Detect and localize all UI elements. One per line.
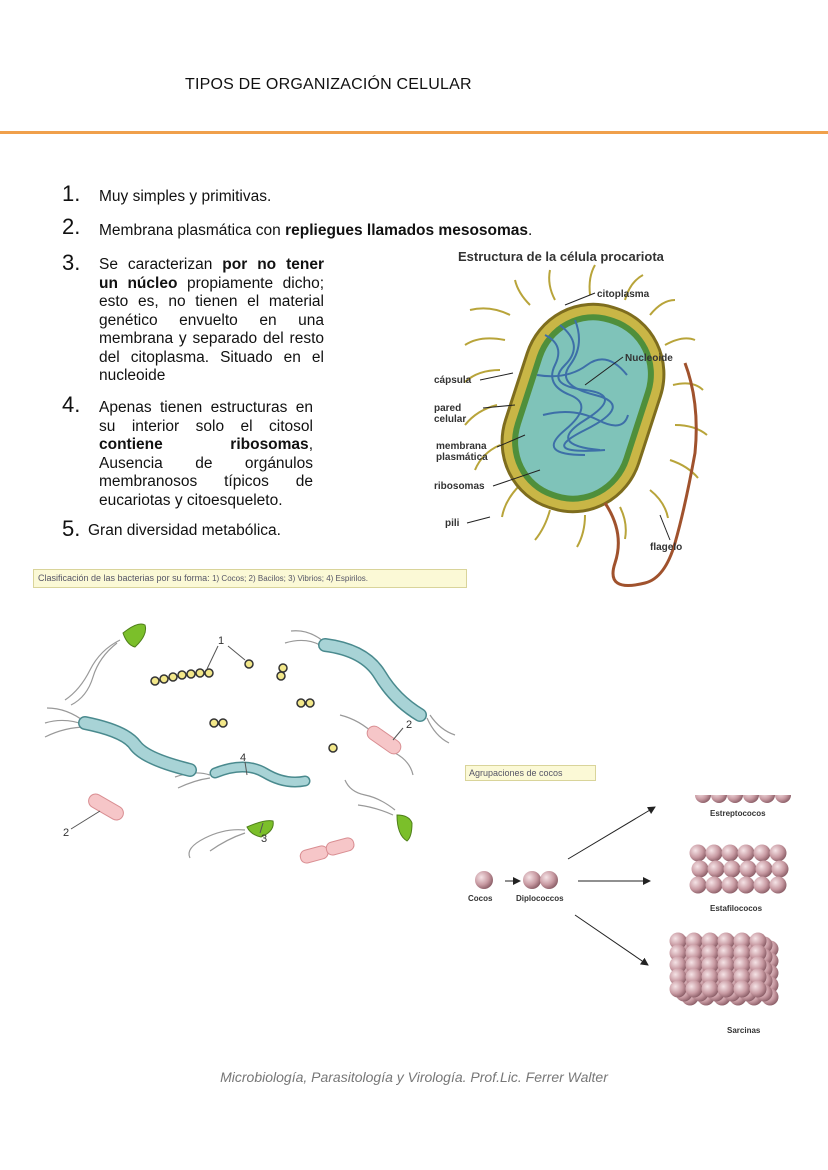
page-footer: Microbiología, Parasitología y Virología. Prof.Lic. Ferrer Walter [220, 1069, 608, 1085]
label-cell-wall: pared celular [434, 403, 467, 425]
header-rule [0, 131, 828, 134]
list-item-3-text-b: propiamente dicho; esto es, no tienen el material genético envuelto en una membrana y separado del resto del citoplasma. Situado en el nucleoide [99, 274, 324, 384]
spirillum-2 [325, 645, 420, 715]
label-ribosomes: ribosomas [434, 481, 485, 492]
staphylococcus [772, 861, 789, 878]
list-number-3: 3. [62, 250, 81, 275]
list-number-5: 5. [62, 516, 81, 541]
sarcina-coccus [702, 981, 719, 998]
coccus [475, 871, 493, 889]
staphylococcus [722, 877, 739, 894]
label-cytoplasm: citoplasma [597, 289, 650, 300]
label-nucleoid: Nucleoide [625, 353, 673, 364]
list-item-4-text-b: , Ausencia de orgánulos membranosos típicos de eucariotas y citoesqueleto. [99, 436, 313, 509]
list-item-2 [99, 222, 579, 241]
bacillus-1 [364, 723, 403, 756]
cocci [151, 660, 337, 752]
label-flagellum: flagelo [650, 542, 683, 553]
staphylococcus [708, 861, 725, 878]
streptococcus [759, 795, 775, 803]
label-sarcinae: Sarcinas [727, 1026, 761, 1035]
bacillus-2 [86, 791, 126, 822]
streptococcus [727, 795, 743, 803]
bacteria-shapes-caption-title: Clasificación de las bacterias por su forma: [38, 573, 210, 583]
shape-number-1: 1 [218, 635, 225, 647]
staphylococcus [724, 861, 741, 878]
streptococcus [695, 795, 711, 803]
list-item-5 [88, 522, 388, 541]
staphylococcus [770, 845, 787, 862]
bacillus-4 [325, 837, 355, 857]
staphylococcus [754, 877, 771, 894]
coccus-groups-caption: Agrupaciones de cocos [465, 765, 596, 781]
bacteria-shapes-figure [35, 615, 465, 875]
list-item-3 [99, 256, 324, 386]
list-item-2-text-b: . [528, 222, 533, 239]
coccus-groups-figure [465, 795, 805, 1045]
bacteria-shapes-caption-items: 1) Cocos; 2) Bacilos; 3) Vibrios; 4) Espirilos. [212, 574, 368, 583]
list-item-1 [99, 188, 429, 207]
staphylococcus [770, 877, 787, 894]
label-staphylococci: Estafilococos [710, 904, 763, 913]
list-item-3-text-a: Se caracterizan [99, 256, 223, 273]
staphylococcus [690, 845, 707, 862]
staphylococcus [706, 877, 723, 894]
vibrio-3 [397, 815, 412, 841]
staphylococcus [738, 845, 755, 862]
shape-number-2a: 2 [406, 719, 413, 731]
label-capsule: cápsula [434, 375, 472, 386]
prokaryote-figure-title: Estructura de la célula procariota [458, 249, 664, 264]
sarcina-coccus [686, 981, 703, 998]
streptococci-chain [695, 795, 791, 803]
label-pili: pili [445, 518, 460, 529]
list-item-1-text: Muy simples y primitivas. [99, 188, 272, 205]
list-item-2-bold: repliegues llamados mesosomas [285, 222, 529, 239]
list-number-2: 2. [62, 214, 81, 239]
label-cocci: Cocos [468, 894, 493, 903]
list-number-1: 1. [62, 181, 81, 206]
staphylococcus [690, 877, 707, 894]
list-number-4: 4. [62, 392, 81, 417]
sarcinae-cube [670, 933, 779, 1006]
staphylococcus [756, 861, 773, 878]
diplococcus-a [523, 871, 541, 889]
staphylococci-cluster [690, 845, 789, 894]
shape-number-4: 4 [240, 752, 247, 764]
streptococcus [775, 795, 791, 803]
list-item-4 [99, 399, 313, 510]
staphylococcus [722, 845, 739, 862]
page-title: TIPOS DE ORGANIZACIÓN CELULAR [185, 76, 472, 93]
prokaryote-cell-figure [425, 245, 725, 590]
shape-number-2b: 2 [63, 827, 70, 839]
spirillum-3 [215, 767, 305, 782]
streptococcus [711, 795, 727, 803]
label-streptococci: Estreptococos [710, 809, 766, 818]
streptococcus [743, 795, 759, 803]
list-item-2-text-a: Membrana plasmática con [99, 222, 286, 239]
staphylococcus [740, 861, 757, 878]
label-diplococci: Diplococcos [516, 894, 564, 903]
list-item-5-text: Gran diversidad metabólica. [88, 522, 281, 539]
staphylococcus [754, 845, 771, 862]
list-item-3-bold: por no tener un núcleo [99, 256, 325, 292]
spirillum-1 [85, 723, 190, 770]
sarcina-coccus [750, 981, 767, 998]
bacteria-shapes-caption [33, 569, 467, 588]
shape-number-3: 3 [261, 833, 268, 845]
sarcina-coccus [718, 981, 735, 998]
staphylococcus [738, 877, 755, 894]
vibrio-1 [123, 624, 146, 647]
sarcina-coccus [670, 981, 687, 998]
label-plasma-membrane: membrana plasmática [436, 441, 488, 463]
diplococcus-b [540, 871, 558, 889]
list-item-4-bold: contiene ribosomas [99, 436, 309, 453]
bacillus-3 [299, 845, 329, 865]
staphylococcus [692, 861, 709, 878]
sarcina-coccus [734, 981, 751, 998]
list-item-4-text-a: Apenas tienen estructuras en su interior solo el citosol [99, 399, 313, 435]
staphylococcus [706, 845, 723, 862]
